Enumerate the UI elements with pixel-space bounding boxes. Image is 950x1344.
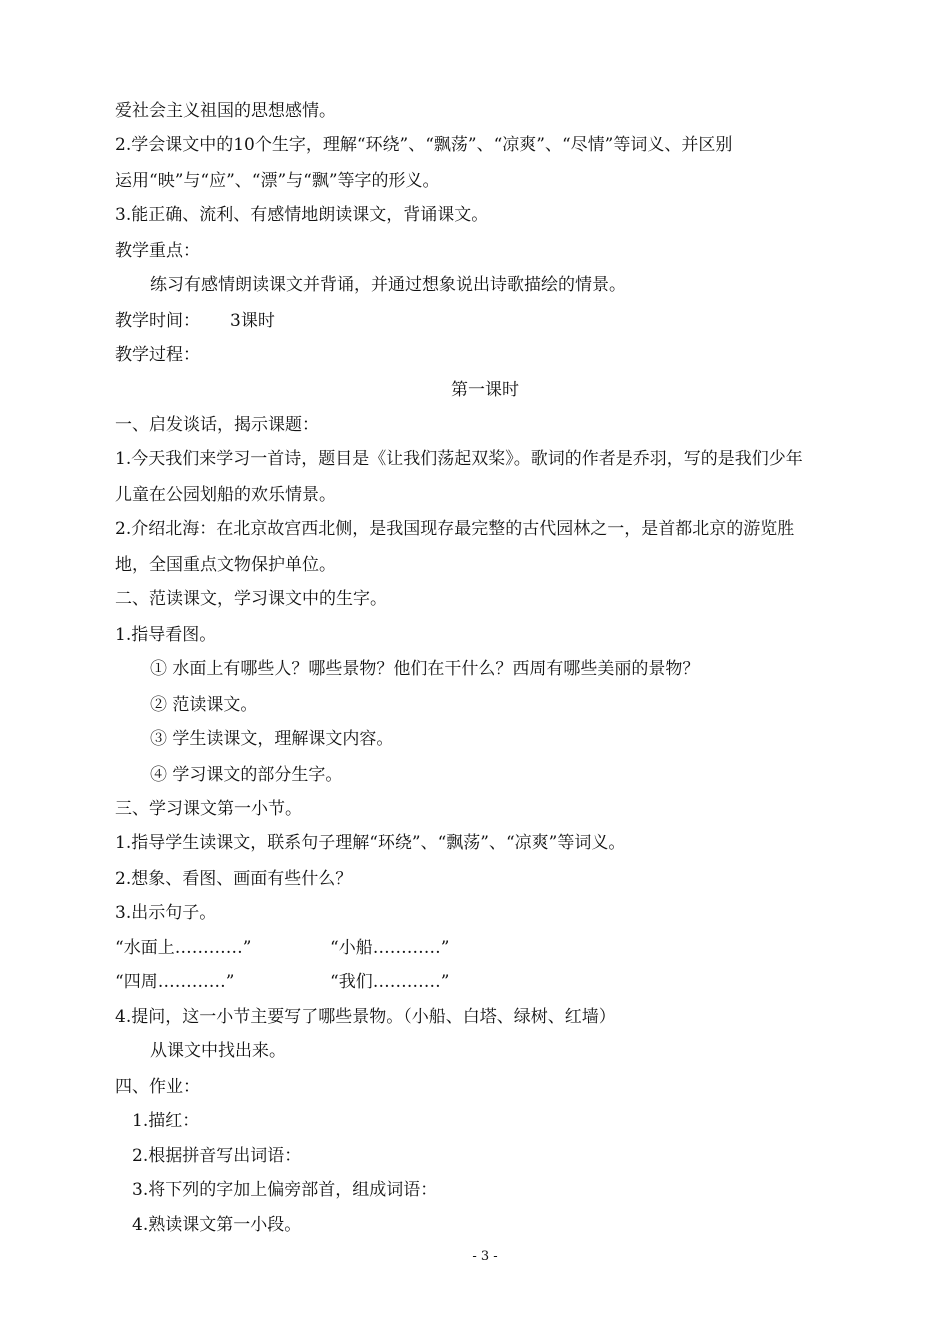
text-line: 2.学会课文中的10个生字，理解“环绕”、“飘荡”、“凉爽”、“尽情”等词义、并区别 [115,135,733,155]
text-line: 从课文中找出来。 [150,1041,286,1061]
list-item: ② 范读课文。 [150,695,258,715]
example-sentence: “水面上…………” [115,938,252,958]
homework-item: 3.将下列的字加上偏旁部首，组成词语： [132,1180,438,1200]
text-line: 3.出示句子。 [115,903,217,923]
homework-item: 2.根据拼音写出词语： [132,1146,302,1166]
lesson-title: 第一课时 [451,380,519,400]
section-heading: 三、学习课文第一小节。 [115,799,302,819]
list-item: ④ 学习课文的部分生字。 [150,765,343,785]
section-heading: 教学时间： [115,311,200,331]
text-line: 3课时 [230,311,275,331]
text-line: 1.今天我们来学习一首诗，题目是《让我们荡起双桨》。歌词的作者是乔羽，写的是我们少年 [115,449,803,469]
example-sentence: “四周…………” [115,972,235,992]
text-line: 2.想象、看图、画面有些什么？ [115,869,353,889]
section-heading: 二、范读课文，学习课文中的生字。 [115,589,387,609]
text-line: 地，全国重点文物保护单位。 [115,555,336,575]
example-sentence: “我们…………” [330,972,450,992]
list-item: ① 水面上有哪些人？哪些景物？他们在干什么？西周有哪些美丽的景物？ [150,659,700,679]
section-heading: 教学过程： [115,345,200,365]
text-line: 2.介绍北海：在北京故宫西北侧，是我国现存最完整的古代园林之一，是首都北京的游览胜 [115,519,795,539]
text-line: 1.指导学生读课文，联系句子理解“环绕”、“飘荡”、“凉爽”等词义。 [115,833,626,853]
homework-item: 1.描红： [132,1111,200,1131]
text-line: 4.提问，这一小节主要写了哪些景物。（小船、白塔、绿树、红墙） [115,1007,616,1027]
page-number: - 3 - [472,1249,498,1264]
section-heading: 一、启发谈话，揭示课题： [115,415,319,435]
section-heading: 四、作业： [115,1077,200,1097]
text-line: 儿童在公园划船的欢乐情景。 [115,485,336,505]
text-line: 1.指导看图。 [115,625,217,645]
example-sentence: “小船…………” [330,938,450,958]
homework-item: 4.熟读课文第一小段。 [132,1215,302,1235]
text-line: 运用“映”与“应”、“漂”与“飘”等字的形义。 [115,171,440,191]
text-line: 练习有感情朗读课文并背诵，并通过想象说出诗歌描绘的情景。 [150,275,626,295]
list-item: ③ 学生读课文，理解课文内容。 [150,729,394,749]
section-heading: 教学重点： [115,241,200,261]
text-line: 爱社会主义祖国的思想感情。 [115,101,336,121]
text-line: 3.能正确、流利、有感情地朗读课文，背诵课文。 [115,205,489,225]
